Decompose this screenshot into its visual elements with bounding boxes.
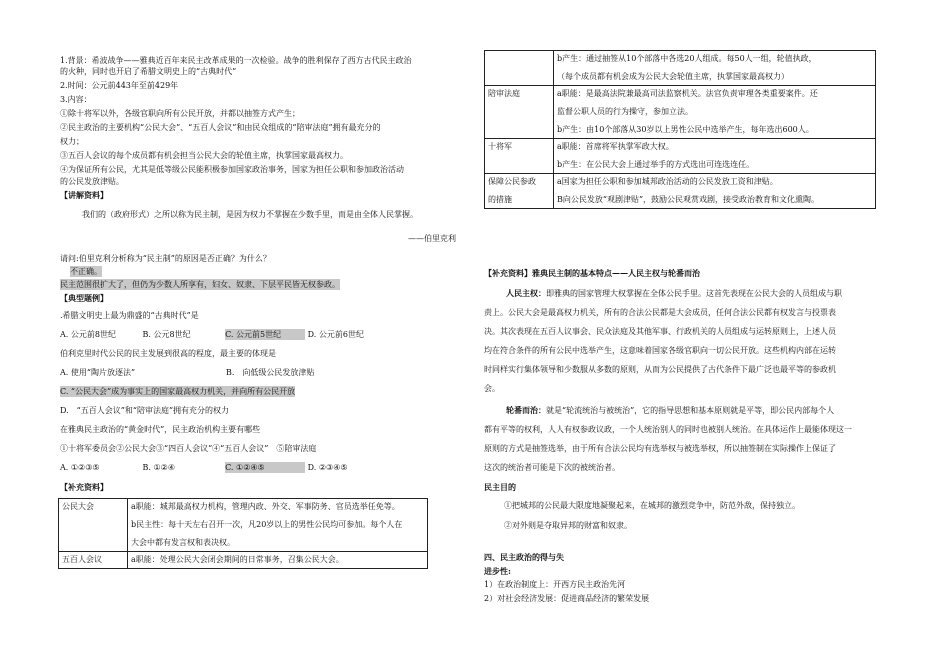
- background-line-1: 1.背景：希波战争——雅典近百年来民主改革成果的一次检验。战争的胜利保存了西方古代民主政治: [60, 56, 412, 65]
- q1-option-d[interactable]: D. 公元前6世纪: [307, 330, 364, 339]
- typical-title: 【典型题例】: [60, 293, 108, 303]
- question-3-options: [60, 462, 388, 473]
- table-cell-desc: [128, 552, 428, 569]
- q2-option-c[interactable]: C. “公民大会”成为事实上的国家最高权力机关，并向所有公民开放: [60, 387, 296, 396]
- table-cell-line: b民主性：每十天左右召开一次，凡20岁以上的男性公民均可参加。每个人在: [131, 520, 403, 529]
- question-3-items: ①十将军委员会②公民大会③“四百人会议”④“五百人会议” ⑤陪审法庭: [60, 444, 317, 453]
- table-row: [485, 51, 876, 86]
- table-cell-line: B向公民发放“观剧津贴”，鼓励公民观赏戏剧，接受政治教育和文化熏陶。: [557, 195, 820, 204]
- q3-option-b[interactable]: B. ①②④: [142, 463, 176, 472]
- q1-option-b[interactable]: B. 公元8世纪: [142, 330, 191, 339]
- paragraph-text: 即雅典的国家管理大权掌握在全体公民手里。这首先表现在公民大会的人员组成与职: [546, 289, 842, 298]
- paragraph-text: 就是“轮流统治与被统治”，它的指导思想和基本原则就是平等，即公民内部每个人: [546, 406, 835, 415]
- table-row: [485, 174, 876, 209]
- table-cell-line: 大会中都有发言权和表决权。: [131, 538, 235, 547]
- people-sovereignty-line-6: 会。: [484, 384, 500, 393]
- q3-option-d[interactable]: D. ②③④⑤: [307, 463, 348, 472]
- table-cell-desc: [554, 174, 876, 209]
- q3-option-c[interactable]: C. ①②④⑤: [225, 462, 305, 473]
- table-cell-line: a职能：首席将军执掌军政大权。: [557, 142, 674, 151]
- progress-title: 进步性:: [484, 566, 511, 576]
- table-cell-line: a职能：是最高法院兼最高司法监察机关。法官负责审理各类重要案件。还: [557, 89, 818, 98]
- table-cell-line: （每个成员都有机会成为公民大会轮值主席，执掌国家最高权力）: [557, 72, 789, 81]
- table-cell-name: 五百人会议: [59, 552, 128, 569]
- table-cell-desc: [554, 51, 876, 86]
- institutions-table-left: [58, 498, 428, 569]
- purpose-item-2: ②对外则是夺取异邦的财富和奴隶。: [504, 521, 632, 530]
- content-item-4b: 的公民发放津贴。: [60, 177, 124, 186]
- content-item-2a: ②民主政治的主要机构“公民大会”、“五百人会议”和由民众组成的“陪审法庭”拥有最充分的: [60, 123, 381, 132]
- question-1: .希腊文明史上最为鼎盛的“古典时代”是: [60, 311, 199, 320]
- rotation-line-2: 都有平等的权利，人人有权参政议政，一个人统治别人的同时也被别人统治。在具体运作上最能体现这一: [484, 425, 852, 434]
- explain-title: 【讲解资料】: [60, 190, 108, 200]
- section-4-title: 四、民主政治的得与失: [484, 552, 564, 562]
- question-1-options: [60, 329, 388, 340]
- table-cell-name: 十将军: [485, 139, 554, 174]
- table-cell-line: 监督公职人员的行为操守，参加立法。: [557, 107, 693, 116]
- table-cell-name: 公民大会: [59, 499, 128, 552]
- background-line-2: 的火种，同时也开启了希腊文明史上的“古典时代”: [60, 67, 237, 76]
- q2-option-d[interactable]: D. “五百人会议”和“陪审法庭”拥有充分的权力: [60, 406, 230, 415]
- table-cell-name: [485, 174, 554, 209]
- people-sovereignty-heading: 人民主权：: [506, 288, 546, 298]
- quote-source: ——伯里克利: [408, 234, 456, 243]
- table-row: [485, 86, 876, 139]
- time-line: 2.时间：公元前443年至前429年: [60, 81, 179, 90]
- answer-line-2: 民主范围很扩大了，但仍为少数人所享有，妇女、奴隶、下层平民皆无权参政。: [60, 280, 340, 289]
- table-cell-name-line: 保障公民参政: [488, 177, 536, 186]
- table-cell-name-line: 的措施: [488, 195, 512, 204]
- table-row: [59, 499, 428, 552]
- question-2: 伯利克里时代公民的民主发展到很高的程度，最主要的体现是: [60, 349, 276, 358]
- supplement-title-right: 【补充资料】雅典民主制的基本特点——人民主权与轮番而治: [484, 268, 700, 278]
- content-item-4a: ④为保证所有公民，尤其是低等级公民能积极参加国家政治事务，国家为担任公职和参加政治活动: [60, 165, 404, 174]
- rotation-line-3: 原则的方式是抽签选举，由于所有合法公民均有选举权与被选举权，所以抽签制在实际操作上保证了: [484, 444, 836, 453]
- people-sovereignty-line-4: 均在符合条件的所有公民中选举产生，这意味着国家各级官职向一切公民开放。这些机构内部在运转: [484, 346, 836, 355]
- rotation-line-4: 这次的统治者可能是下次的被统治者。: [484, 463, 620, 472]
- table-cell-line: b产生：在公民大会上通过举手的方式选出可连选连任。: [557, 160, 755, 169]
- progress-item-2: 2）对社会经济发展：促进商品经济的繁荣发展: [484, 594, 650, 603]
- content-item-3: ③五百人会议的每个成员都有机会担当公民大会的轮值主席，执掌国家最高权力。: [60, 151, 348, 160]
- table-cell-line: b产生：通过抽签从10个部落中各选20人组成。每50人一组，轮值执政，: [557, 54, 817, 63]
- content-item-2b: 权力；: [60, 137, 84, 146]
- table-cell-line: a职能：处理公民大会闭会期间的日常事务，召集公民大会。: [131, 555, 344, 564]
- rotation-heading: 轮番而治：: [506, 405, 546, 415]
- rotation-line-1: [506, 405, 834, 416]
- people-sovereignty-line-1: [506, 288, 842, 299]
- table-cell-line: a国家为担任公职和参加城邦政治活动的公民发放工资和津贴。: [557, 177, 778, 186]
- answer-line-1: 不正确。: [70, 267, 102, 276]
- table-cell-desc: [554, 86, 876, 139]
- table-cell-name: [485, 51, 554, 86]
- q2-option-b[interactable]: B. 向低级公民发放津贴: [226, 368, 315, 377]
- content-heading: 3.内容：: [60, 95, 92, 104]
- people-sovereignty-line-2: 责上。公民大会是最高权力机关，所有的合法公民都是大会成员，任何合法公民都有权发言与投票表: [484, 308, 836, 317]
- question-ask: 请问:伯里克利分析称为“民主制”的原因是否正确？为什么？: [60, 254, 271, 263]
- people-sovereignty-line-3: 决。其次表现在五百人议事会、民众法庭及其他军事、行政机关的人员组成与运转原则上，上述人员: [484, 327, 836, 336]
- table-cell-line: b产生：由10个部落从30岁以上男性公民中选举产生，每年选出600人。: [557, 125, 814, 134]
- pericles-quote: 我们的（政府形式）之所以称为民主制，是因为权力不掌握在少数手里，而是由全体人民掌握。: [82, 210, 418, 219]
- question-3: 在雅典民主政治的“黄金时代”，民主政治机构主要有哪些: [60, 425, 261, 434]
- purpose-item-1: ①把城邦的公民最大限度地凝聚起来，在城邦的激烈竞争中，防范外敌，保持独立。: [504, 501, 800, 510]
- table-cell-desc: [128, 499, 428, 552]
- table-cell-line: a职能：城邦最高权力机构，管理内政、外交、军事防务、官员选举任免等。: [131, 502, 400, 511]
- people-sovereignty-line-5: 时同样实行集体领导和少数服从多数的原则，从而为公民提供了古代条件下最广泛也最平等的参政机: [484, 365, 836, 374]
- progress-item-1: 1）在政治制度上：开西方民主政治先河: [484, 580, 626, 589]
- q2-option-a[interactable]: A. 使用“陶片放逐法”: [60, 368, 136, 377]
- q1-option-c[interactable]: C. 公元前5世纪: [225, 329, 305, 340]
- table-cell-desc: [554, 139, 876, 174]
- purpose-title: 民主目的: [484, 482, 516, 492]
- table-cell-name: 陪审法庭: [485, 86, 554, 139]
- q3-option-a[interactable]: A. ①②③⑤: [60, 463, 100, 472]
- q1-option-a[interactable]: A. 公元前8世纪: [60, 330, 116, 339]
- table-row: [59, 552, 428, 569]
- table-row: [485, 139, 876, 174]
- supplement-title: 【补充资料】: [60, 482, 108, 492]
- institutions-table-right: [484, 50, 876, 209]
- content-item-1: ①除十将军以外，各级官职向所有公民开放，并都以抽签方式产生；: [60, 109, 300, 118]
